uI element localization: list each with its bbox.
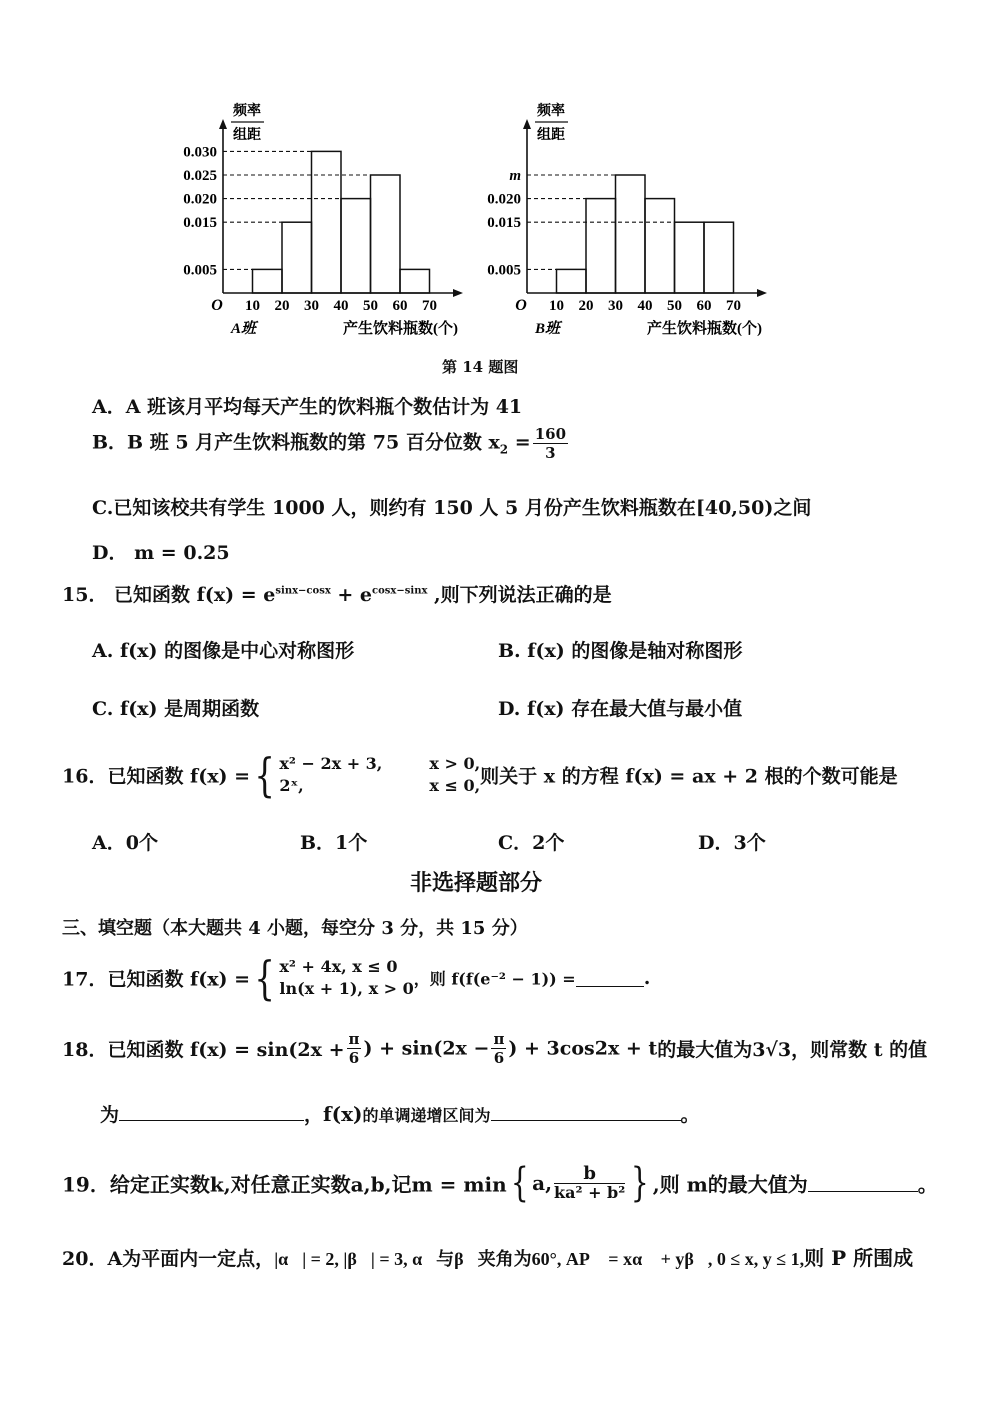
q15-stem-tail: ,则下列说法正确的是: [427, 584, 612, 606]
q18-stem-mid1: ) + sin(2x −: [363, 1037, 490, 1060]
origin-label: O: [515, 297, 527, 314]
x-tick-label: 10: [245, 298, 260, 314]
q18-line2-comma: ，: [304, 1104, 324, 1126]
q17-stem-start: 17．已知函数 f(x) =: [62, 968, 251, 991]
q18-line2-tail: 的单调递增区间为: [362, 1106, 491, 1125]
y-tick-label: m: [509, 168, 521, 184]
q18-stem-start: 18．已知函数 f(x) = sin(2x +: [62, 1039, 345, 1061]
x-axis-label: 产生饮料瓶数(个): [343, 321, 458, 337]
y-label-bottom: 组距: [233, 128, 261, 143]
q17-end: .: [643, 967, 651, 989]
q18-answer-blank-1[interactable]: [119, 1104, 304, 1121]
x-tick-label: 50: [667, 298, 682, 314]
histogram-bar: [282, 222, 312, 293]
q16-left-brace: {: [254, 748, 275, 802]
q14-option-b: [92, 425, 570, 462]
q15-stem-mid: + e: [330, 584, 373, 606]
q18-line2-fx: f(x): [323, 1102, 363, 1126]
q16-option-c: C．2个: [498, 832, 565, 854]
q14-option-b-fraction: $\frac{160}{3}$: [534, 425, 567, 462]
q16-option-b: B．1个: [300, 832, 368, 854]
q19-stem-start: 19．给定正实数k,对任意正实数a,b,记m = min: [62, 1172, 507, 1197]
y-tick-label: 0.015: [183, 215, 217, 232]
y-tick-label: 0.005: [487, 262, 521, 279]
x-tick-label: 20: [274, 298, 290, 314]
q16-stem-start: 16．已知函数 f(x) =: [62, 765, 251, 788]
x-tick-label: 20: [578, 298, 594, 314]
q19-left-brace: {: [510, 1160, 529, 1206]
histogram-b: [487, 102, 767, 337]
histogram-bar: [341, 199, 371, 293]
q14-option-b-sub: 2: [499, 442, 509, 457]
q19-stem: [62, 1160, 938, 1206]
q19-right-brace: }: [631, 1160, 649, 1206]
q14-option-d: D． m = 0.25: [92, 542, 230, 564]
x-tick-label: 60: [392, 298, 408, 314]
q18-fraction-1: $\frac{\pi}{6}$: [348, 1030, 360, 1067]
q18-stem-mid2: ) + 3cos2x + t: [508, 1037, 658, 1060]
x-tick-label: 70: [726, 298, 741, 314]
q16-option-d: D．3个: [698, 832, 766, 854]
histogram-figure: [160, 95, 820, 345]
q17-left-brace: {: [254, 951, 275, 1005]
q17-stem: [62, 951, 651, 1005]
q15-option-d: D. f(x) 存在最大值与最小值: [498, 698, 743, 720]
q16-stem-end: 则关于 x 的方程 f(x) = ax + 2 根的个数可能是: [480, 765, 898, 788]
y-tick-label: 0.005: [183, 262, 217, 279]
q14-option-b-text: B．B 班 5 月产生饮料瓶数的第 75 百分位数 x: [92, 431, 500, 454]
histogram-bar: [400, 269, 430, 293]
q15-option-a: A. f(x) 的图像是中心对称图形: [92, 640, 355, 662]
q20-stem-start: 20．A为平面内一定点，: [62, 1248, 275, 1270]
q14-option-c: C.已知该校共有学生 1000 人，则约有 150 人 5 月份产生饮料瓶数在[40,50)之间: [92, 497, 812, 519]
q18-line2: [100, 1100, 700, 1127]
q20-stem: [62, 1242, 913, 1271]
class-label: A班: [231, 321, 257, 337]
q17-answer-blank[interactable]: [576, 970, 644, 987]
q20-stem-tail: 则 P 所围成: [804, 1246, 914, 1270]
q14-option-b-eq: =: [508, 431, 531, 454]
q18-answer-blank-2[interactable]: [491, 1104, 681, 1121]
histogram-bar: [557, 269, 587, 293]
q15-exponent-1: sinx−cosx: [275, 585, 331, 597]
q16-stem: [62, 748, 898, 802]
q18-end: 。: [680, 1104, 700, 1126]
q15-exponent-2: cosx−sinx: [372, 585, 428, 597]
y-tick-label: 0.025: [183, 168, 217, 184]
y-axis-arrow: [523, 119, 531, 129]
x-axis-arrow: [757, 289, 767, 297]
x-tick-label: 10: [549, 298, 564, 314]
y-tick-label: 0.030: [183, 144, 217, 161]
q18-line2-start: 为: [100, 1104, 120, 1126]
histogram-bar: [586, 199, 616, 293]
origin-label: O: [211, 297, 223, 314]
x-tick-label: 50: [363, 298, 378, 314]
q15-stem: [62, 580, 612, 607]
q14-option-a: A．A 班该月平均每天产生的饮料瓶个数估计为 41: [92, 396, 523, 418]
histogram-bar: [704, 222, 734, 293]
histogram-bar: [312, 151, 342, 293]
figure-caption: 第 14 题图: [442, 358, 519, 376]
y-label-top: 频率: [537, 104, 565, 119]
y-tick-label: 0.020: [487, 191, 521, 208]
q20-math: |α⃗| = 2, |β⃗| = 3, α⃗与β⃗夹角为60°, AP⃗ = xα⃗ + yβ⃗, 0 ≤ x, y ≤ 1,: [274, 1249, 805, 1269]
q19-end: 。: [917, 1172, 938, 1197]
histogram-bar: [645, 199, 675, 293]
histogram-bar: [253, 269, 283, 293]
x-tick-label: 70: [422, 298, 437, 314]
q17-piecewise: x² + 4x, x ≤ 0 ln(x + 1), x > 0: [279, 957, 414, 998]
x-axis-label: 产生饮料瓶数(个): [647, 321, 762, 337]
q16-piecewise: x² − 2x + 3, x > 0, 2ˣ, x ≤ 0,: [279, 754, 481, 795]
q15-option-b: B. f(x) 的图像是轴对称图形: [498, 640, 743, 662]
y-label-top: 频率: [233, 104, 261, 119]
x-tick-label: 30: [608, 298, 623, 314]
q18-stem: [62, 1030, 927, 1067]
q18-fraction-2: $\frac{\pi}{6}$: [493, 1030, 505, 1067]
q19-stem-tail: ,则 m的最大值为: [652, 1172, 808, 1197]
y-tick-label: 0.015: [487, 215, 521, 232]
x-tick-label: 40: [637, 298, 653, 314]
q19-a: a,: [532, 1171, 553, 1195]
x-tick-label: 40: [333, 298, 349, 314]
histogram-bar: [371, 175, 401, 293]
q19-fraction: $\frac{b}{\text{ka² + b²}}$: [554, 1162, 626, 1202]
x-axis-arrow: [453, 289, 463, 297]
y-axis-arrow: [219, 119, 227, 129]
y-tick-label: 0.020: [183, 191, 217, 208]
q19-answer-blank[interactable]: [808, 1175, 918, 1192]
y-label-bottom: 组距: [537, 128, 565, 143]
histogram-a: [183, 102, 463, 337]
section-title: 非选择题部分: [410, 870, 543, 896]
histogram-bar: [616, 175, 646, 293]
q18-stem-tail: 的最大值为3√3，则常数 t 的值: [657, 1039, 928, 1061]
q16-option-a: A．0个: [92, 832, 158, 854]
class-label: B班: [535, 321, 561, 337]
x-tick-label: 30: [304, 298, 319, 314]
q15-option-c: C. f(x) 是周期函数: [92, 698, 260, 720]
part3-heading: 三、填空题（本大题共 4 小题，每空分 3 分，共 15 分）: [62, 918, 528, 939]
x-tick-label: 60: [696, 298, 712, 314]
q15-stem-start: 15． 已知函数 f(x) = e: [62, 584, 276, 606]
histogram-bar: [675, 222, 705, 293]
q17-stem-end: ，则 f(f(e⁻² − 1)) =: [413, 969, 576, 989]
